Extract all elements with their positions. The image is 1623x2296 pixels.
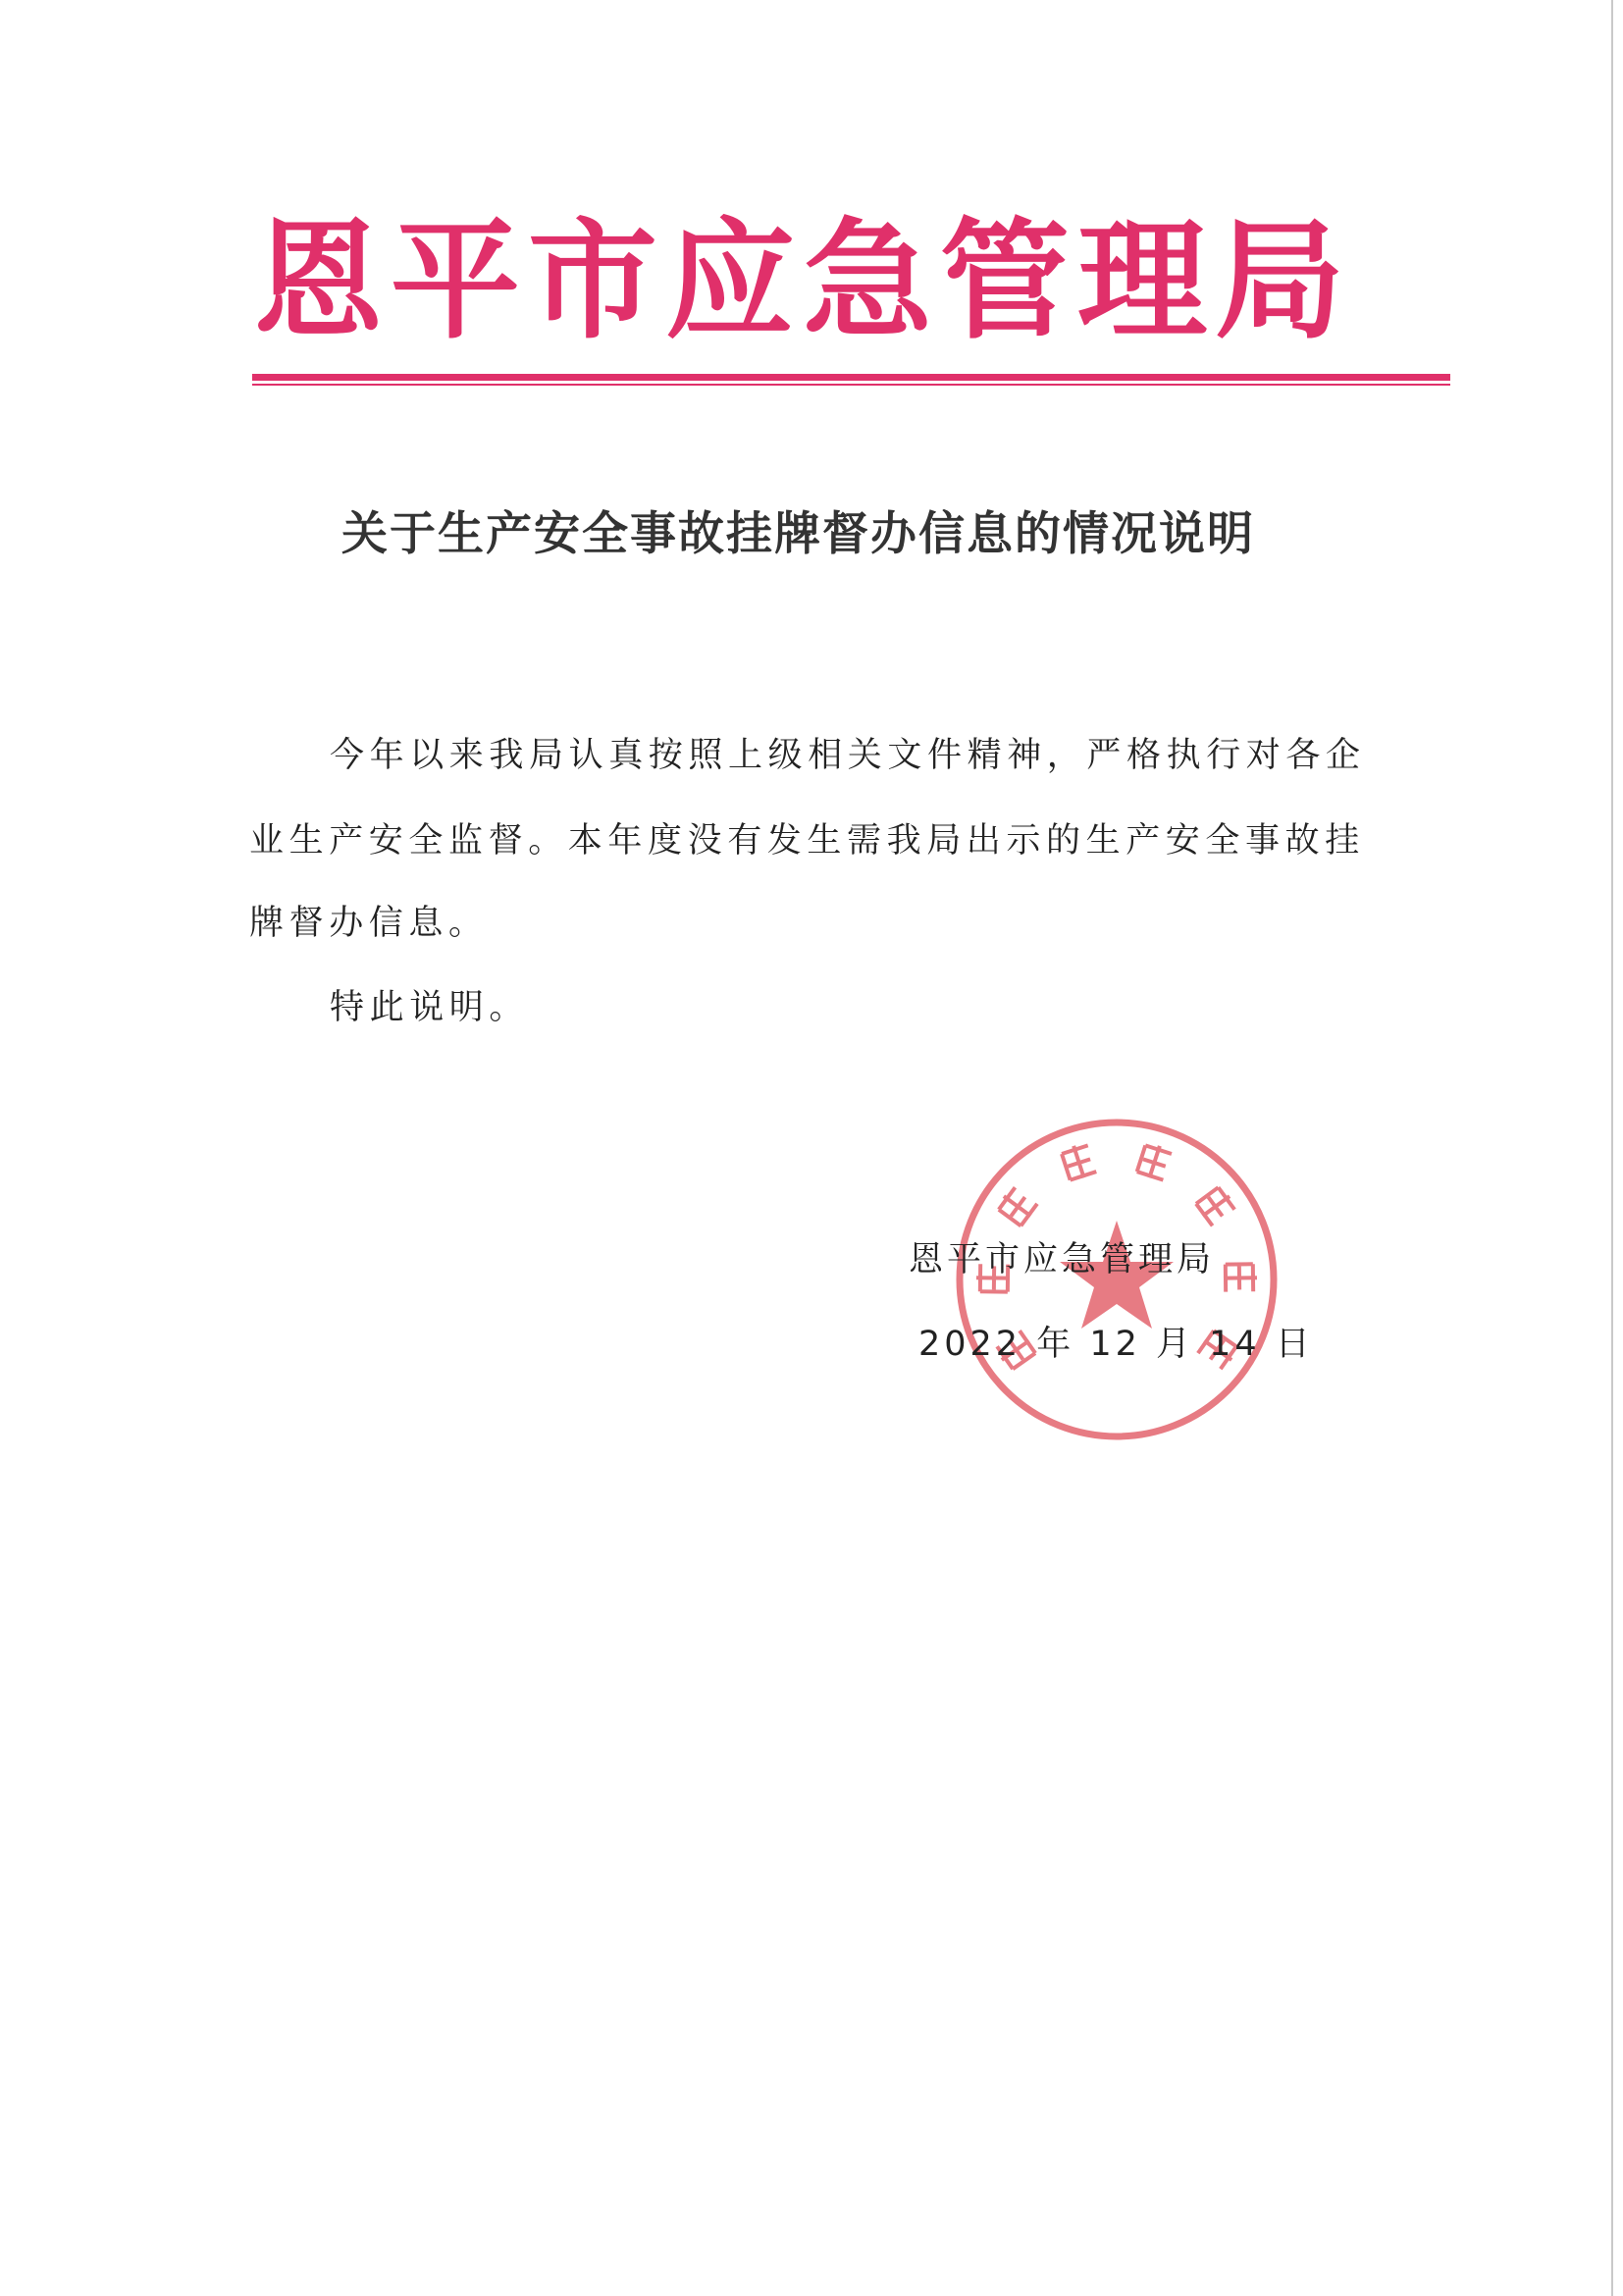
body-line: 业生产安全监督。本年度没有发生需我局出示的生产安全事故挂 [249,821,1365,861]
signature-date: 2022 年 12 月 14 日 [918,1325,1314,1364]
document-title: 关于生产安全事故挂牌督办信息的情况说明 [341,507,1255,561]
masthead-issuer: 恩平市应急管理局 [253,205,1352,357]
seal-character-mark [996,1185,1039,1227]
body-line: 牌督办信息。 [249,904,489,943]
signature-issuer: 恩平市应急管理局 [909,1240,1216,1279]
seal-character-mark [1136,1142,1173,1182]
seal-character-mark [1224,1264,1257,1291]
seal-character-mark [1194,1185,1237,1227]
seal-character-mark [1061,1142,1097,1182]
masthead-rule-thick [252,374,1450,381]
masthead-rule-thin [252,384,1450,386]
body-line: 今年以来我局认真按照上级相关文件精神，严格执行对各企 [330,736,1366,775]
body-line: 特此说明。 [330,988,530,1027]
scan-edge [1611,0,1613,2296]
